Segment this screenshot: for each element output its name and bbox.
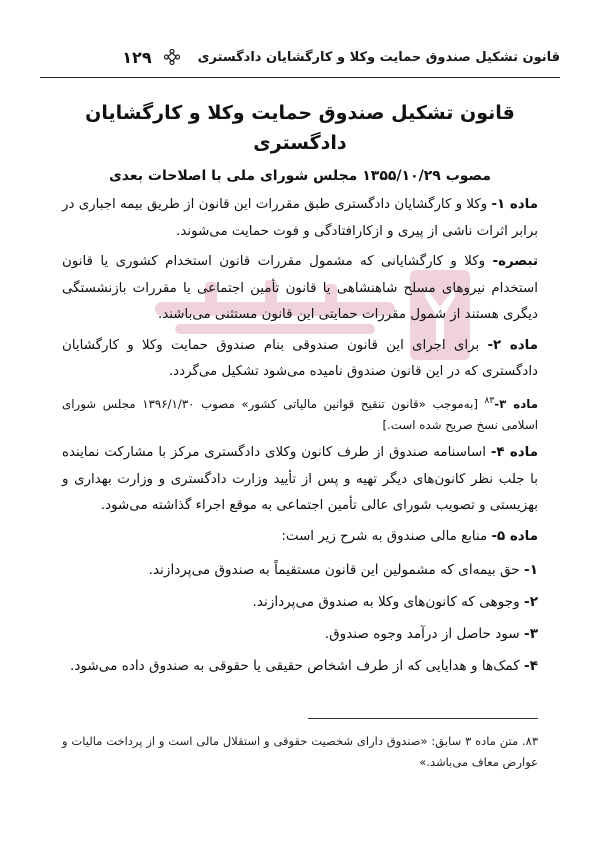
note-label: تبصره- (492, 254, 538, 269)
list-item (62, 650, 538, 682)
footnote-divider (308, 718, 538, 719)
article-4 (62, 440, 538, 520)
article-label: ماده ۴- (490, 445, 538, 461)
running-header (40, 42, 560, 72)
list-item (62, 554, 538, 586)
list-text: حق بیمه‌ای که مشمولین این قانون مستقیماً به صندوق می‌پردازند. (148, 562, 525, 579)
article-label: ماده ۵- (491, 528, 538, 544)
law-title: قانون تشکیل صندوق حمایت وکلا و کارگشایان دادگستری (85, 102, 515, 154)
list-number: ۱- (524, 562, 538, 579)
list-number: ۲- (524, 594, 538, 611)
list-number: ۳- (524, 626, 538, 643)
article-label: ماده ۱- (491, 197, 538, 212)
note-text: وکلا و کارگشایانی که مشمول مقررات قانون استخدام کشوری یا قانون استخدام نیروهای مسلح شاهنشاهی یا قانون تأمین اجتماعی یا مقررات بازنشستگی دیگری هستند از شمول مقررات حمایتی این قانون مستثنی می‌باشند. (62, 254, 538, 322)
article-text: [به‌موجب «قانون تنقیح قوانین مالیاتی کشور» مصوب ۱۳۹۶/۱/۳۰ مجلس شورای اسلامی نسخ صریح شده است.] (62, 396, 538, 433)
article-label: ماده ۳- (494, 396, 539, 411)
list-text: کمک‌ها و هدایایی که از طرف اشخاص حقیقی یا حقوقی به صندوق داده می‌شود. (70, 658, 525, 675)
article-text: منابع مالی صندوق به شرح زیر است: (281, 528, 492, 544)
running-title: قانون تشکیل صندوق حمایت وکلا و کارگشایان دادگستری (197, 49, 560, 65)
list-number: ۴- (524, 658, 538, 675)
article-label: ماده ۲- (487, 337, 538, 353)
footnote: ۸۳. متن ماده ۳ سابق: «صندوق دارای شخصیت حقوقی و استقلال مالی است و از پرداخت مالیات و عوارض معاف می‌باشد.» (62, 734, 538, 769)
header-rule (40, 77, 560, 78)
flower-ornament-icon (164, 49, 180, 65)
article-5 (62, 524, 538, 551)
article-2 (62, 333, 538, 386)
article-text: وکلا و کارگشایان دادگستری طبق مقررات این قانون از طریق بیمه اجباری در برابر اثرات ناشی از پیری و ازکارافتادگی و فوت حمایت می‌شوند. (62, 197, 538, 239)
law-subtitle: مصوب ۱۳۵۵/۱۰/۲۹ مجلس شورای ملی با اصلاحات بعدی (108, 168, 492, 184)
content-body (62, 98, 538, 682)
article-1 (62, 192, 538, 245)
list-text: وجوهی که کانون‌های وکلا به صندوق می‌پردازند. (252, 594, 525, 611)
list-text: سود حاصل از درآمد وجوه صندوق. (324, 626, 525, 643)
footnote-ref[interactable]: ۸۳ (484, 395, 495, 406)
article-3 (62, 390, 538, 437)
note (62, 249, 538, 329)
list-item (62, 618, 538, 650)
page-number: ۱۲۹ (122, 47, 152, 67)
article-text: برای اجرای این قانون صندوقی بنام صندوق حمایت وکلا و کارگشایان دادگستری که در این قانون صندوق نامیده می‌شود تشکیل می‌گردد. (62, 337, 538, 379)
article-text: اساسنامه صندوق از طرف کانون وکلای دادگستری مرکز با مشارکت نماینده با جلب نظر کانون‌های دیگر تهیه و پس از تأیید وزارت دادگستری و وزارت بهداری و بهزیستی و تصویب شورای عالی تأمین اجتماعی به موقع اجراء گذاشته می‌شود. (62, 445, 538, 514)
list-item (62, 586, 538, 618)
